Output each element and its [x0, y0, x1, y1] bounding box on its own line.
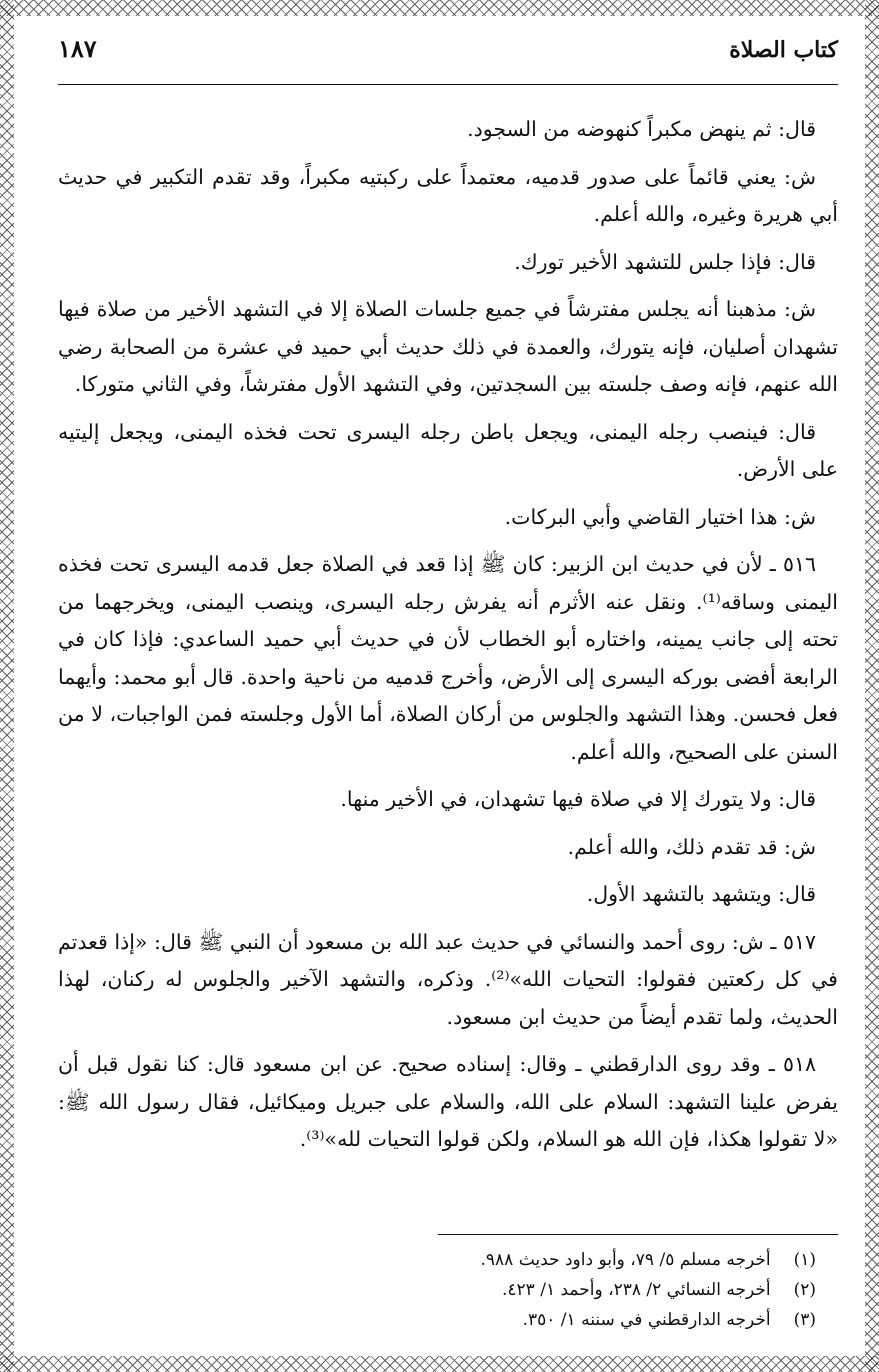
paragraph: قال: فإذا جلس للتشهد الأخير تورك. — [514, 249, 816, 274]
footnote — [58, 1245, 838, 1275]
decorative-border-top — [0, 0, 879, 16]
decorative-border-left — [0, 0, 14, 1372]
footnote-text: أخرجه مسلم ٥/ ٧٩، وأبو داود حديث ٩٨٨. — [480, 1250, 771, 1270]
footnote — [58, 1305, 838, 1335]
footnotes — [58, 1234, 838, 1335]
footnote-number: (٣) — [793, 1310, 816, 1330]
paragraph: قال: ثم ينهض مكبراً كنهوضه من السجود. — [467, 117, 816, 141]
running-header — [58, 34, 838, 85]
main-text — [58, 111, 838, 1159]
paragraph: ٥١٦ ـ لأن في حديث ابن الزبير: كان ﷺ إذا قعد في الصلاة جعل قدمه اليسرى تحت فخذه اليمنى وساقه⁽¹⁾. ونقل عنه الأثرم أنه يفرش رجله اليسرى، وينصب اليمنى، ويخرجهما من تحته إلى جانب يمينه، واختاره أبو الخطاب لأن في حديث أبي حميد الساعدي: فإذا كان في الرابعة أفضى بوركه اليسرى إلى الأرض، وأخرج قدميه من ناحية واحدة. قال أبو محمد: وأيهما فعل فحسن. وهذا التشهد والجلوس من أركان الصلاة، أما الأول وجلسته فمن الواجبات، لا من السنن على الصحيح، والله أعلم. — [58, 552, 838, 764]
paragraph: قال: ولا يتورك إلا في صلاة فيها تشهدان، في الأخير منها. — [340, 787, 816, 811]
paragraph: ش: يعني قائماً على صدور قدميه، معتمداً على ركبتيه مكبراً، وقد تقدم التكبير في حديث أبي هريرة وغيره، والله أعلم. — [58, 164, 838, 226]
footnote-rule — [438, 1234, 838, 1235]
paragraph: ش: قد تقدم ذلك، والله أعلم. — [567, 834, 816, 859]
decorative-border-right — [865, 0, 879, 1372]
decorative-border-bottom — [0, 1356, 879, 1372]
paragraph: ش: مذهبنا أنه يجلس مفترشاً في جميع جلسات الصلاة إلا في التشهد الأخير من صلاة فيها تشهدان أصليان، فإنه يتورك، والعمدة في ذلك حديث أبي حميد في عشرة من الصحابة رضي الله عنهم، فإنه وصف جلسته بين السجدتين، وفي التشهد الأول مفترشاً، وفي الثاني متوركا. — [58, 297, 838, 396]
footnote — [58, 1275, 838, 1305]
chapter-title: كتاب الصلاة — [729, 37, 838, 63]
paragraph: قال: فينصب رجله اليمنى، ويجعل باطن رجله اليسرى تحت فخذه اليمنى، ويجعل إليتيه على الأرض. — [58, 419, 838, 481]
footnote-number: (١) — [793, 1250, 816, 1270]
paragraph: ٥١٨ ـ وقد روى الدارقطني ـ وقال: إسناده صحيح. عن ابن مسعود قال: كنا نقول قبل أن يفرض علينا التشهد: السلام على الله، والسلام على جبريل وميكائيل، فقال رسول الله ﷺ: «لا تقولوا هكذا، فإن الله هو السلام، ولكن قولوا التحيات لله»⁽³⁾. — [58, 1052, 838, 1151]
footnote-number: (٢) — [793, 1280, 816, 1300]
footnote-text: أخرجه النسائي ٢/ ٢٣٨، وأحمد ١/ ٤٢٣. — [501, 1280, 771, 1300]
paragraph: قال: ويتشهد بالتشهد الأول. — [586, 882, 816, 906]
page — [58, 34, 838, 1169]
paragraph: ٥١٧ ـ ش: روى أحمد والنسائي في حديث عبد الله بن مسعود أن النبي ﷺ قال: «إذا قعدتم في كل ركعتين فقولوا: التحيات الله»⁽²⁾. وذكره، والتشهد الآخير والجلوس له ركنان، لهذا الحديث، ولما تقدم أيضاً من حديث ابن مسعود. — [58, 929, 838, 1029]
page-number: ١٨٧ — [58, 34, 97, 63]
paragraph: ش: هذا اختيار القاضي وأبي البركات. — [504, 504, 816, 529]
footnote-text: أخرجه الدارقطني في سننه ١/ ٣٥٠. — [522, 1310, 771, 1330]
